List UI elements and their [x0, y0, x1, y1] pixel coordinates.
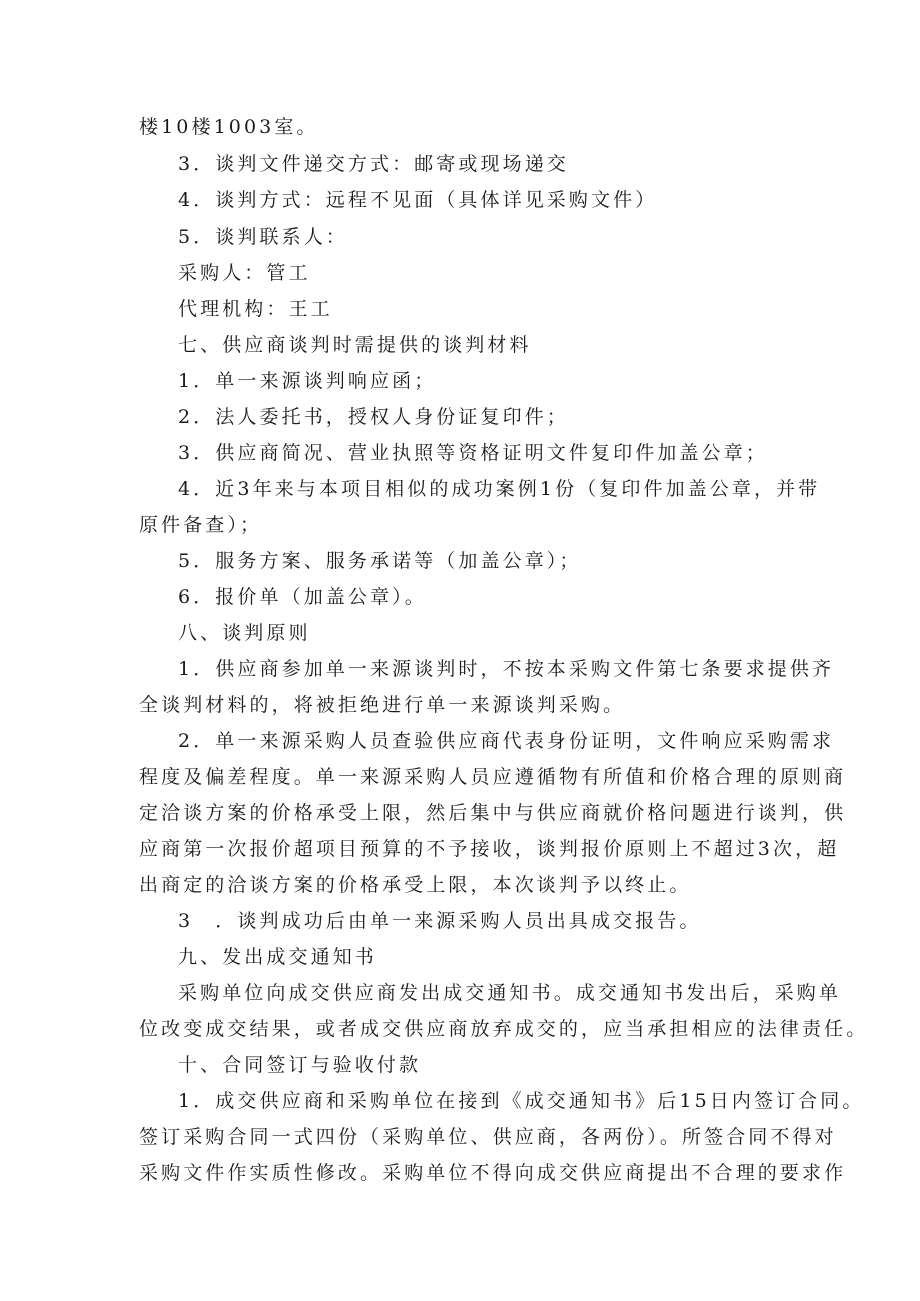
text-line: 楼10楼1003室。 — [139, 116, 319, 138]
section-heading: 十、合同签订与验收付款 — [178, 1054, 422, 1076]
text-line: 1．供应商参加单一来源谈判时，不按本采购文件第七条要求提供齐 — [178, 658, 835, 680]
text-line: 出商定的洽谈方案的价格承受上限，本次谈判予以终止。 — [139, 874, 692, 896]
text-line: 代理机构：王工 — [178, 298, 333, 320]
text-line: 3．谈判文件递交方式：邮寄或现场递交 — [178, 153, 569, 175]
text-line: 6．报价单（加盖公章）。 — [178, 586, 427, 608]
text-line: 2．法人委托书，授权人身份证复印件； — [178, 406, 569, 428]
text-line: 全谈判材料的，将被拒绝进行单一来源谈判采购。 — [139, 694, 626, 716]
text-line: 采购人：管工 — [178, 262, 311, 284]
text-line: 定洽谈方案的价格承受上限，然后集中与供应商就价格问题进行谈判，供 — [139, 802, 847, 824]
section-heading: 七、供应商谈判时需提供的谈判材料 — [178, 334, 532, 356]
text-line: 1．成交供应商和采购单位在接到《成交通知书》后15日内签订合同。 — [178, 1090, 865, 1112]
text-line: 5．谈判联系人： — [178, 226, 348, 248]
text-line: 2．单一来源采购人员查验供应商代表身份证明，文件响应采购需求 — [178, 730, 835, 752]
text-line: 位改变成交结果，或者成交供应商放弃成交的，应当承担相应的法律责任。 — [139, 1018, 869, 1040]
text-line: 3 ．谈判成功后由单一来源采购人员出具成交报告。 — [178, 910, 702, 932]
text-line: 采购单位向成交供应商发出成交通知书。成交通知书发出后，采购单 — [178, 982, 842, 1004]
text-line: 1．单一来源谈判响应函； — [178, 370, 437, 392]
text-line: 3．供应商简况、营业执照等资格证明文件复印件加盖公章； — [178, 442, 768, 464]
text-line: 4．谈判方式：远程不见面（具体详见采购文件） — [178, 189, 658, 211]
text-line: 5．服务方案、服务承诺等（加盖公章）； — [178, 550, 582, 572]
text-line: 原件备查）； — [139, 514, 263, 536]
text-line: 4．近3年来与本项目相似的成功案例1份（复印件加盖公章，并带 — [178, 478, 821, 500]
text-line: 签订采购合同一式四份（采购单位、供应商，各两份）。所签合同不得对 — [139, 1126, 837, 1148]
text-line: 程度及偏差程度。单一来源采购人员应遵循物有所值和价格合理的原则商 — [139, 766, 847, 788]
text-line: 采购文件作实质性修改。采购单位不得向成交供应商提出不合理的要求作 — [139, 1162, 847, 1184]
section-heading: 九、发出成交通知书 — [178, 946, 377, 968]
text-line: 应商第一次报价超项目预算的不予接收，谈判报价原则上不超过3次，超 — [139, 838, 840, 860]
section-heading: 八、谈判原则 — [178, 622, 311, 644]
